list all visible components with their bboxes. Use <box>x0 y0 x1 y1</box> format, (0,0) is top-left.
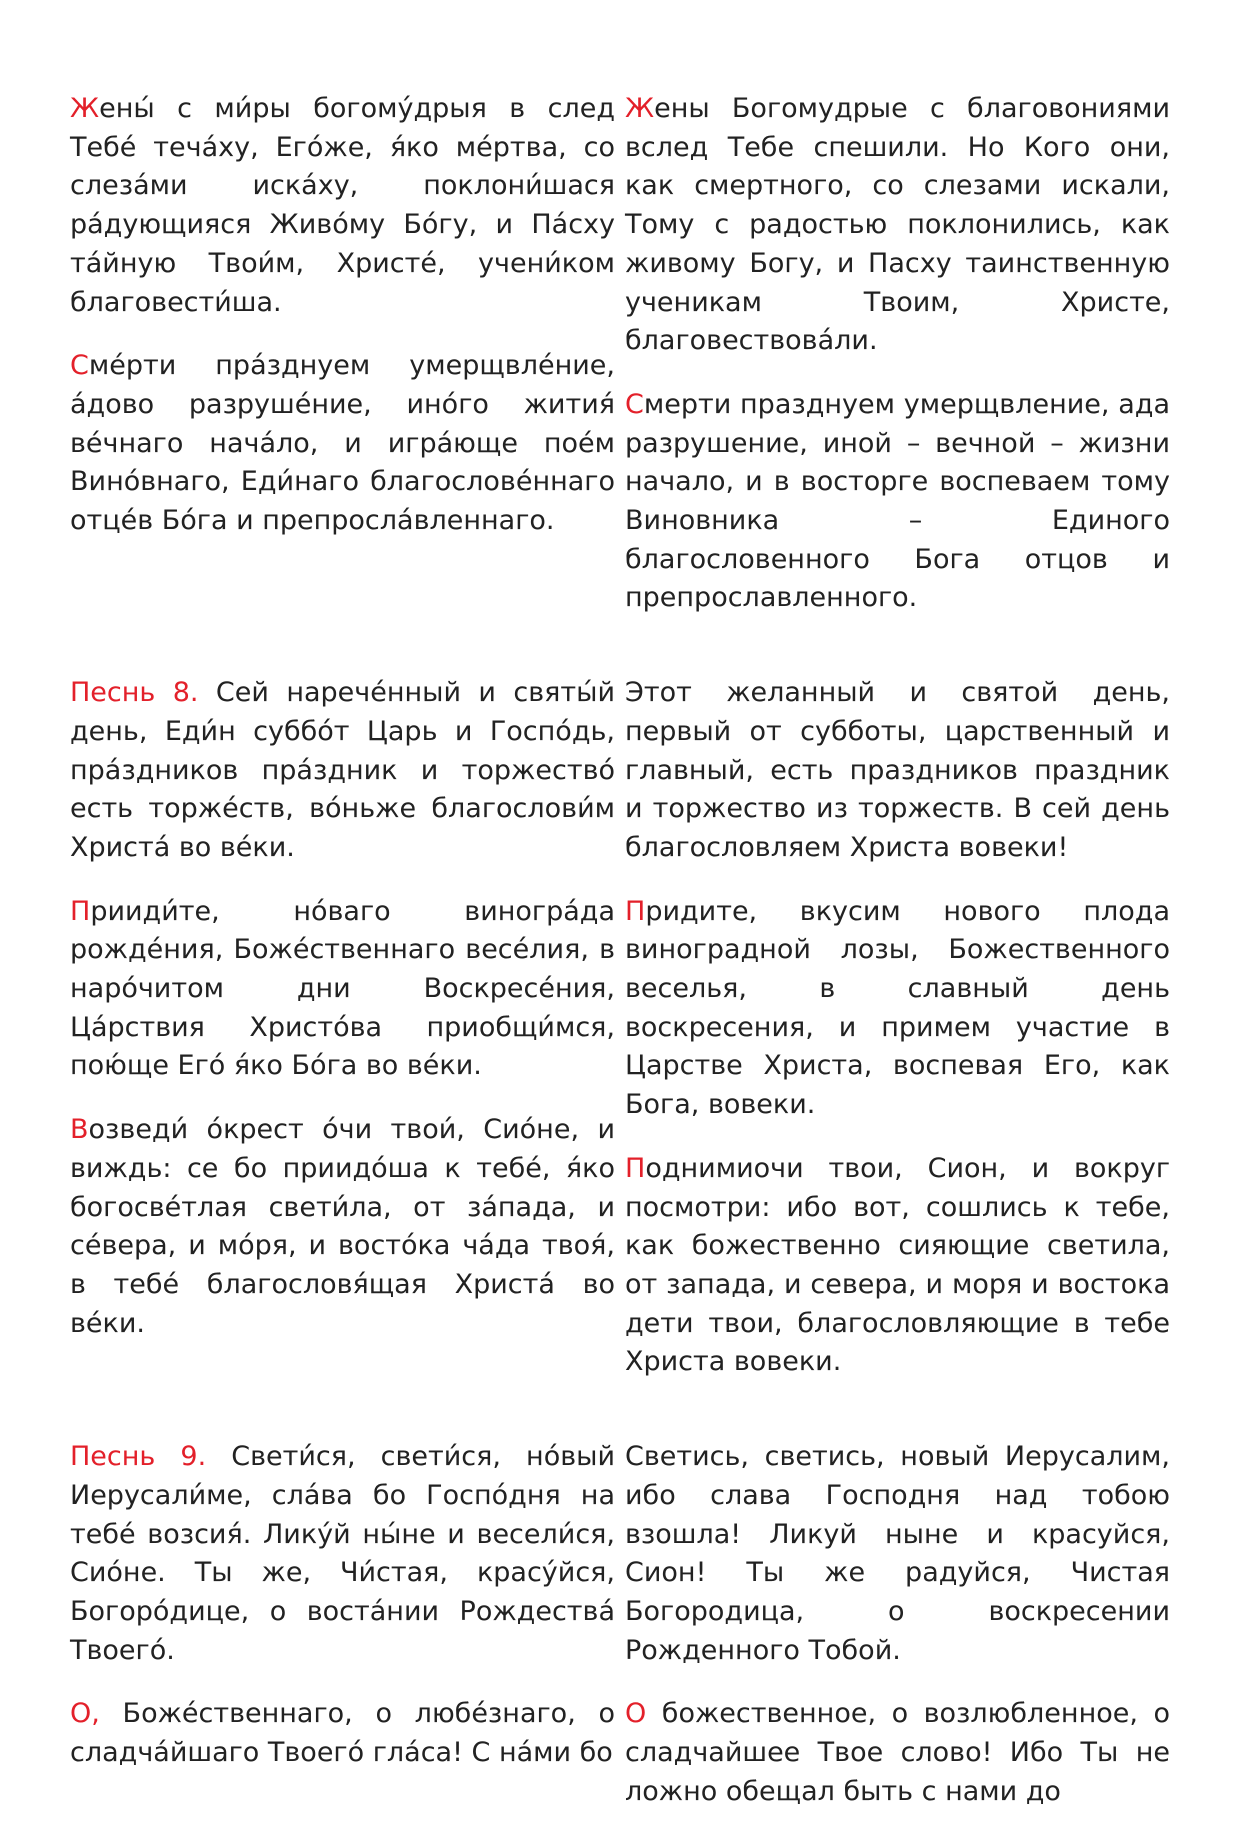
initial-letter: П <box>625 895 646 927</box>
initial-letter: С <box>625 388 644 420</box>
paragraph <box>625 893 1170 1125</box>
song-heading: Песнь 8. <box>70 677 199 709</box>
paragraph <box>70 893 615 1087</box>
paragraph-text: ме́рти пра́зднуем умерщвле́ние, а́дово разруше́ние, ино́го жития́ ве́чнаго нача́ло, и игра́юще пое́м Вино́внаго, Еди́наго благослове́ннаго отце́в Бо́га и препросла́вленнаго. <box>70 350 615 537</box>
paragraph-text: озведи́ о́крест о́чи твои́, Сио́не, и виждь: се бо приидо́ша к тебе́, я́ко богосве́тлая свети́ла, от за́пада, и се́вера, и мо́ря, и восто́ка ча́да твоя́, в тебе́ благословя́щая Христа́ во ве́ки. <box>70 1114 615 1339</box>
section-song-9 <box>70 1438 1170 1836</box>
russian-column <box>625 1438 1170 1836</box>
section-spacer <box>70 643 1170 674</box>
paragraph-text: ридите, вкусим нового плода виноградной лозы, Божественного веселья, в славный день воскресения, и примем участие в Царстве Христа, воспевая Его, как Бога, вовеки. <box>625 895 1170 1121</box>
paragraph-text: рииди́те, но́ваго виногра́да рожде́ния, Боже́ственнаго весе́лия, в наро́читом дни Воскресе́ния, Ца́рствия Христо́ва приобщи́мся, пою́ще Его́ я́ко Бо́га во ве́ки. <box>70 895 615 1082</box>
section-spacer <box>70 1407 1170 1438</box>
initial-letter: В <box>70 1114 89 1146</box>
paragraph <box>625 386 1170 618</box>
paragraph-text: Боже́ственнаго, о любе́знаго, о сладча́йшаго Твоего́ гла́са! С на́ми бо <box>70 1698 615 1769</box>
paragraph <box>70 347 615 541</box>
paragraph-text: божественное, о возлюбленное, о сладчайшее Твое слово! Ибо Ты не ложно обещал быть с нами до <box>625 1698 1170 1807</box>
paragraph-text: ены Богомудрые с благовониями вслед Тебе спешили. Но Кого они, как смертного, со слезами искали, Тому с радостью поклонились, как живому Богу, и Пасху таинственную ученикам Твоим, Христе, благовествова́ли. <box>625 93 1170 357</box>
paragraph <box>625 1150 1170 1382</box>
russian-column <box>625 674 1170 1407</box>
paragraph-text: ены́ с ми́ры богому́дрыя в след Тебе́ теча́ху, Его́же, я́ко ме́ртва, со слеза́ми иска́ху, поклони́шася ра́дующияся Живо́му Бо́гу, и Па́сху та́йную Твои́м, Христе́, учени́ком благовести́ша. <box>70 93 615 318</box>
section-1 <box>70 90 1170 643</box>
russian-column <box>625 90 1170 643</box>
initial-letter: С <box>70 350 89 382</box>
paragraph <box>70 1438 615 1670</box>
paragraph <box>70 674 615 868</box>
paragraph <box>625 90 1170 361</box>
paragraph <box>625 674 1170 868</box>
paragraph-text: однимиочи твои, Сион, и вокруг посмотри: ибо вот, сошлись к тебе, как божественно сияющие светила, от запада, и севера, и моря и востока дети твои, благословляющие в тебе Христа вовеки. <box>625 1152 1170 1378</box>
section-song-8 <box>70 674 1170 1407</box>
paragraph <box>70 90 615 322</box>
initial-letter: О <box>625 1698 647 1730</box>
slavonic-column <box>70 90 615 643</box>
paragraph-text: Светись, светись, новый Иерусалим, ибо слава Господня над тобою взошла! Ликуй ныне и красуйся, Сион! Ты же радуйся, Чистая Богородица, о воскресении Рожденного Тобой. <box>625 1441 1170 1666</box>
song-heading: Песнь 9. <box>70 1441 207 1473</box>
initial-letter: П <box>70 895 91 927</box>
paragraph <box>625 1695 1170 1811</box>
initial-letter: Ж <box>625 93 655 124</box>
paragraph <box>70 1695 615 1772</box>
paragraph <box>70 1111 615 1343</box>
paragraph-text: мерти празднуем умерщвление, ада разрушение, иной – вечной – жизни начало, и в восторге воспеваем тому Виновника – Единого благословенного Бога отцов и препрославленного. <box>625 388 1170 614</box>
slavonic-column <box>70 674 615 1407</box>
page <box>70 90 1170 1836</box>
initial-letter: П <box>625 1152 646 1184</box>
paragraph-text: Свети́ся, свети́ся, но́вый Иерусали́ме, сла́ва бо Госпо́дня на тебе́ возсия́. Лику́й ны́не и весели́ся, Сио́не. Ты же, Чи́стая, красу́йся, Богоро́дице, о воста́нии Рождества́ Твоего́. <box>70 1441 615 1666</box>
paragraph <box>625 1438 1170 1670</box>
paragraph-text: Сей нарече́нный и святы́й день, Еди́н суббо́т Царь и Госпо́дь, пра́здников пра́здник и торжество́ есть торже́ств, во́ньже благослови́м Христа́ во ве́ки. <box>70 677 615 863</box>
initial-letter: Ж <box>70 93 100 124</box>
slavonic-column <box>70 1438 615 1836</box>
initial-letter: О, <box>70 1698 100 1730</box>
paragraph-text: Этот желанный и святой день, первый от субботы, царственный и главный, есть праздников праздник и торжество из торжеств. В сей день благословляем Христа вовеки! <box>625 677 1170 863</box>
